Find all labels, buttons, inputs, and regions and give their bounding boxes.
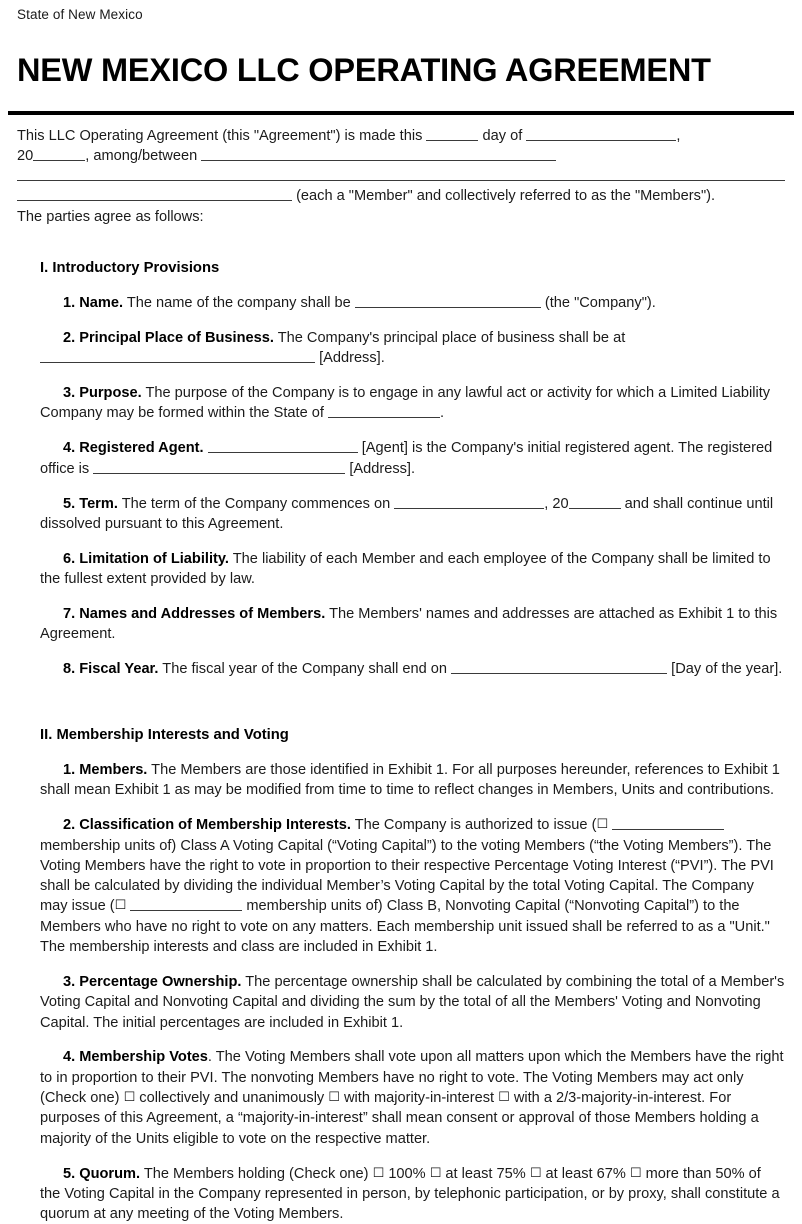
section-introductory-provisions — [17, 258, 785, 679]
clause-text-cont: . — [439, 405, 445, 422]
checkbox-quorum-67-icon[interactable]: ☐ — [529, 1165, 542, 1181]
clause-purpose — [40, 383, 785, 424]
registered-office-blank[interactable] — [93, 460, 345, 474]
section-heading: I. Introductory Provisions — [40, 260, 220, 277]
checkbox-class-a-units-icon[interactable]: ☐ — [596, 817, 609, 833]
year-blank[interactable] — [33, 147, 85, 161]
clause-label: Registered Agent. — [79, 440, 204, 457]
clause-label: Limitation of Liability. — [79, 550, 229, 567]
clause-number: 6. — [63, 550, 76, 567]
clause-text: The term of the Company commences on — [121, 495, 391, 512]
clause-number: 5. — [63, 495, 76, 512]
page-title: NEW MEXICO LLC OPERATING AGREEMENT — [17, 51, 711, 88]
clause-principal-place-of-business — [40, 328, 785, 369]
clause-label: Purpose. — [79, 385, 142, 402]
clause-number: 5. — [63, 1165, 76, 1182]
clause-number: 2. — [63, 817, 76, 834]
clause-registered-agent — [40, 438, 785, 479]
clause-text: The purpose of the Company is to engage in any lawful act or activity for which a Limited Liability Company may be formed within the State of — [40, 385, 771, 422]
fiscal-year-blank[interactable] — [451, 660, 667, 674]
clause-text: The liability of each Member and each employee of the Company shall be limited to the fullest extent provided by law. — [40, 550, 771, 588]
clause-option-3: with a 2/3-majority-in-interest. For purposes of this Agreement, a “majority-in-interest” shall mean consent or approval of those Members holding a majority of the Units eligible to vote on the respective matter. — [40, 1090, 759, 1147]
clause-text: The Members holding (Check one) — [143, 1165, 369, 1182]
clause-number: 1. — [63, 295, 76, 312]
clause-text-cont: [Address]. — [349, 460, 416, 477]
intro-text-4: 20 — [17, 147, 34, 164]
clause-option-2: at least 75% — [445, 1165, 526, 1182]
clause-term — [40, 494, 785, 535]
clause-text-cont: and shall continue until dissolved pursuant to this Agreement. — [40, 495, 774, 532]
clause-option-1: collectively and unanimously — [139, 1090, 325, 1107]
term-date-blank[interactable] — [394, 495, 544, 509]
clause-text: The Company is authorized to issue ( — [354, 817, 597, 834]
principal-address-blank[interactable] — [40, 349, 315, 363]
clause-quorum — [40, 1164, 785, 1224]
class-b-units-blank[interactable] — [130, 897, 242, 911]
term-year-blank[interactable] — [569, 495, 621, 509]
clause-text: The Members are those identified in Exhibit 1. For all purposes hereunder, references to Exhibit 1 shall mean Exhibit 1 as may be modified from time to time to reflect changes in Members, Units and contributions. — [40, 762, 780, 799]
clause-text: . The Voting Members shall vote upon all matters upon which the Members have the right to in proportion to their PVI. The nonvoting Members have no right to vote. The Voting Members may act only (Check one) — [40, 1049, 784, 1107]
clause-text: [Agent] is the Company's initial registered agent. The registered office is — [40, 440, 773, 477]
clause-text-2: membership units of) Class A Voting Capital (“Voting Capital”) to the voting Members (“the Voting Members”). The Voting Members have the right to vote in proportion to their respective Percentage Voting Interest (“PVI”). The PVI shall be calculated by dividing the individual Member’s Voting Capital by the total Voting Capital. The Company may issue ( — [40, 837, 774, 915]
class-a-units-blank[interactable] — [612, 816, 724, 830]
clause-number: 3. — [63, 973, 76, 990]
intro-text-1: This LLC Operating Agreement (this "Agreement") is made this — [17, 127, 423, 144]
checkbox-quorum-75-icon[interactable]: ☐ — [429, 1165, 442, 1181]
clause-label: Term. — [79, 495, 118, 512]
clause-option-1: 100% — [388, 1165, 426, 1182]
section-heading: II. Membership Interests and Voting — [40, 727, 289, 744]
spacer — [17, 694, 785, 725]
intro-text-6: (each a "Member" and collectively referred to as the "Members"). — [296, 188, 716, 205]
intro-text-5: , among/between — [85, 147, 198, 164]
parties-blank-1[interactable] — [201, 147, 556, 161]
clause-names-and-addresses-of-members — [40, 604, 785, 645]
clause-text-cont: [Address]. — [319, 350, 385, 367]
clause-fiscal-year — [40, 659, 785, 679]
clause-label: Members. — [79, 762, 148, 779]
clause-label: Name. — [79, 295, 124, 312]
clause-option-4: more than 50% of the Voting Capital in the Company represented in person, by telephonic participation, or by proxy, shall constitute a quorum at any meeting of the Voting Members. — [40, 1165, 780, 1223]
document-body — [0, 115, 802, 1224]
clause-limitation-of-liability — [40, 549, 785, 590]
clause-text: The fiscal year of the Company shall end on — [162, 661, 448, 678]
state-line: State of New Mexico — [17, 7, 143, 22]
clause-text: The percentage ownership shall be calculated by combining the total of a Member's Voting Capital and Nonvoting Capital and dividing the sum by the total of all the Members' Voting and Nonvoting Capital. The initial percentages are included in Exhibit 1. — [40, 973, 785, 1031]
clause-text: The Members' names and addresses are attached as Exhibit 1 to this Agreement. — [40, 605, 778, 643]
clause-label: Classification of Membership Interests. — [79, 817, 351, 834]
intro-text-7: The parties agree as follows: — [17, 208, 204, 225]
clause-option-3: at least 67% — [545, 1165, 626, 1182]
clause-label: Principal Place of Business. — [79, 330, 274, 346]
spacer — [17, 227, 785, 258]
clause-membership-votes — [40, 1047, 785, 1148]
clause-number: 3. — [63, 385, 76, 402]
checkbox-collectively-unanimously-icon[interactable]: ☐ — [123, 1090, 136, 1106]
clause-text-cont: [Day of the year]. — [671, 661, 783, 678]
intro-text-3: , — [676, 127, 681, 144]
section-membership-interests-and-voting — [17, 725, 785, 1224]
clause-number: 2. — [63, 330, 76, 346]
clause-text: The Company's principal place of business shall be at — [277, 330, 626, 346]
clause-number: 4. — [63, 440, 76, 457]
clause-text-2: , 20 — [544, 495, 569, 512]
checkbox-quorum-100-icon[interactable]: ☐ — [372, 1165, 385, 1181]
checkbox-class-b-units-icon[interactable]: ☐ — [114, 898, 127, 914]
clause-label: Quorum. — [79, 1165, 141, 1182]
company-name-blank[interactable] — [355, 294, 541, 308]
checkbox-quorum-more-than-50-icon[interactable]: ☐ — [629, 1165, 642, 1181]
clause-label: Membership Votes — [79, 1049, 208, 1066]
day-blank[interactable] — [426, 127, 478, 141]
clause-classification-of-membership-interests — [40, 815, 785, 957]
clause-number: 7. — [63, 605, 76, 622]
checkbox-majority-in-interest-icon[interactable]: ☐ — [328, 1090, 340, 1106]
parties-blank-2[interactable] — [17, 167, 785, 181]
clause-name — [40, 293, 785, 313]
clause-text-3: membership units of) Class B, Nonvoting Capital (“Nonvoting Capital”) to the Members who have no right to vote on any matters. Each membership unit issued shall be referred to as a "Unit." The membership interests and class are included in Exhibit 1. — [40, 898, 770, 956]
intro-paragraph — [17, 126, 785, 227]
state-blank[interactable] — [328, 404, 440, 418]
clause-label: Fiscal Year. — [79, 661, 159, 678]
agent-name-blank[interactable] — [208, 439, 358, 453]
clause-option-2: with majority-in-interest — [344, 1090, 495, 1107]
clause-number: 4. — [63, 1049, 76, 1066]
clause-text: The name of the company shall be — [126, 295, 351, 312]
clause-number: 8. — [63, 661, 76, 678]
intro-text-2: day of — [482, 127, 523, 144]
clause-members — [40, 760, 785, 801]
parties-blank-3[interactable] — [17, 187, 292, 201]
clause-label: Names and Addresses of Members. — [79, 605, 326, 622]
checkbox-two-thirds-majority-icon[interactable]: ☐ — [498, 1090, 510, 1106]
month-blank[interactable] — [526, 127, 676, 141]
clause-number: 1. — [63, 762, 76, 779]
clause-label: Percentage Ownership. — [79, 973, 242, 990]
clause-text-cont: (the "Company"). — [544, 295, 656, 312]
